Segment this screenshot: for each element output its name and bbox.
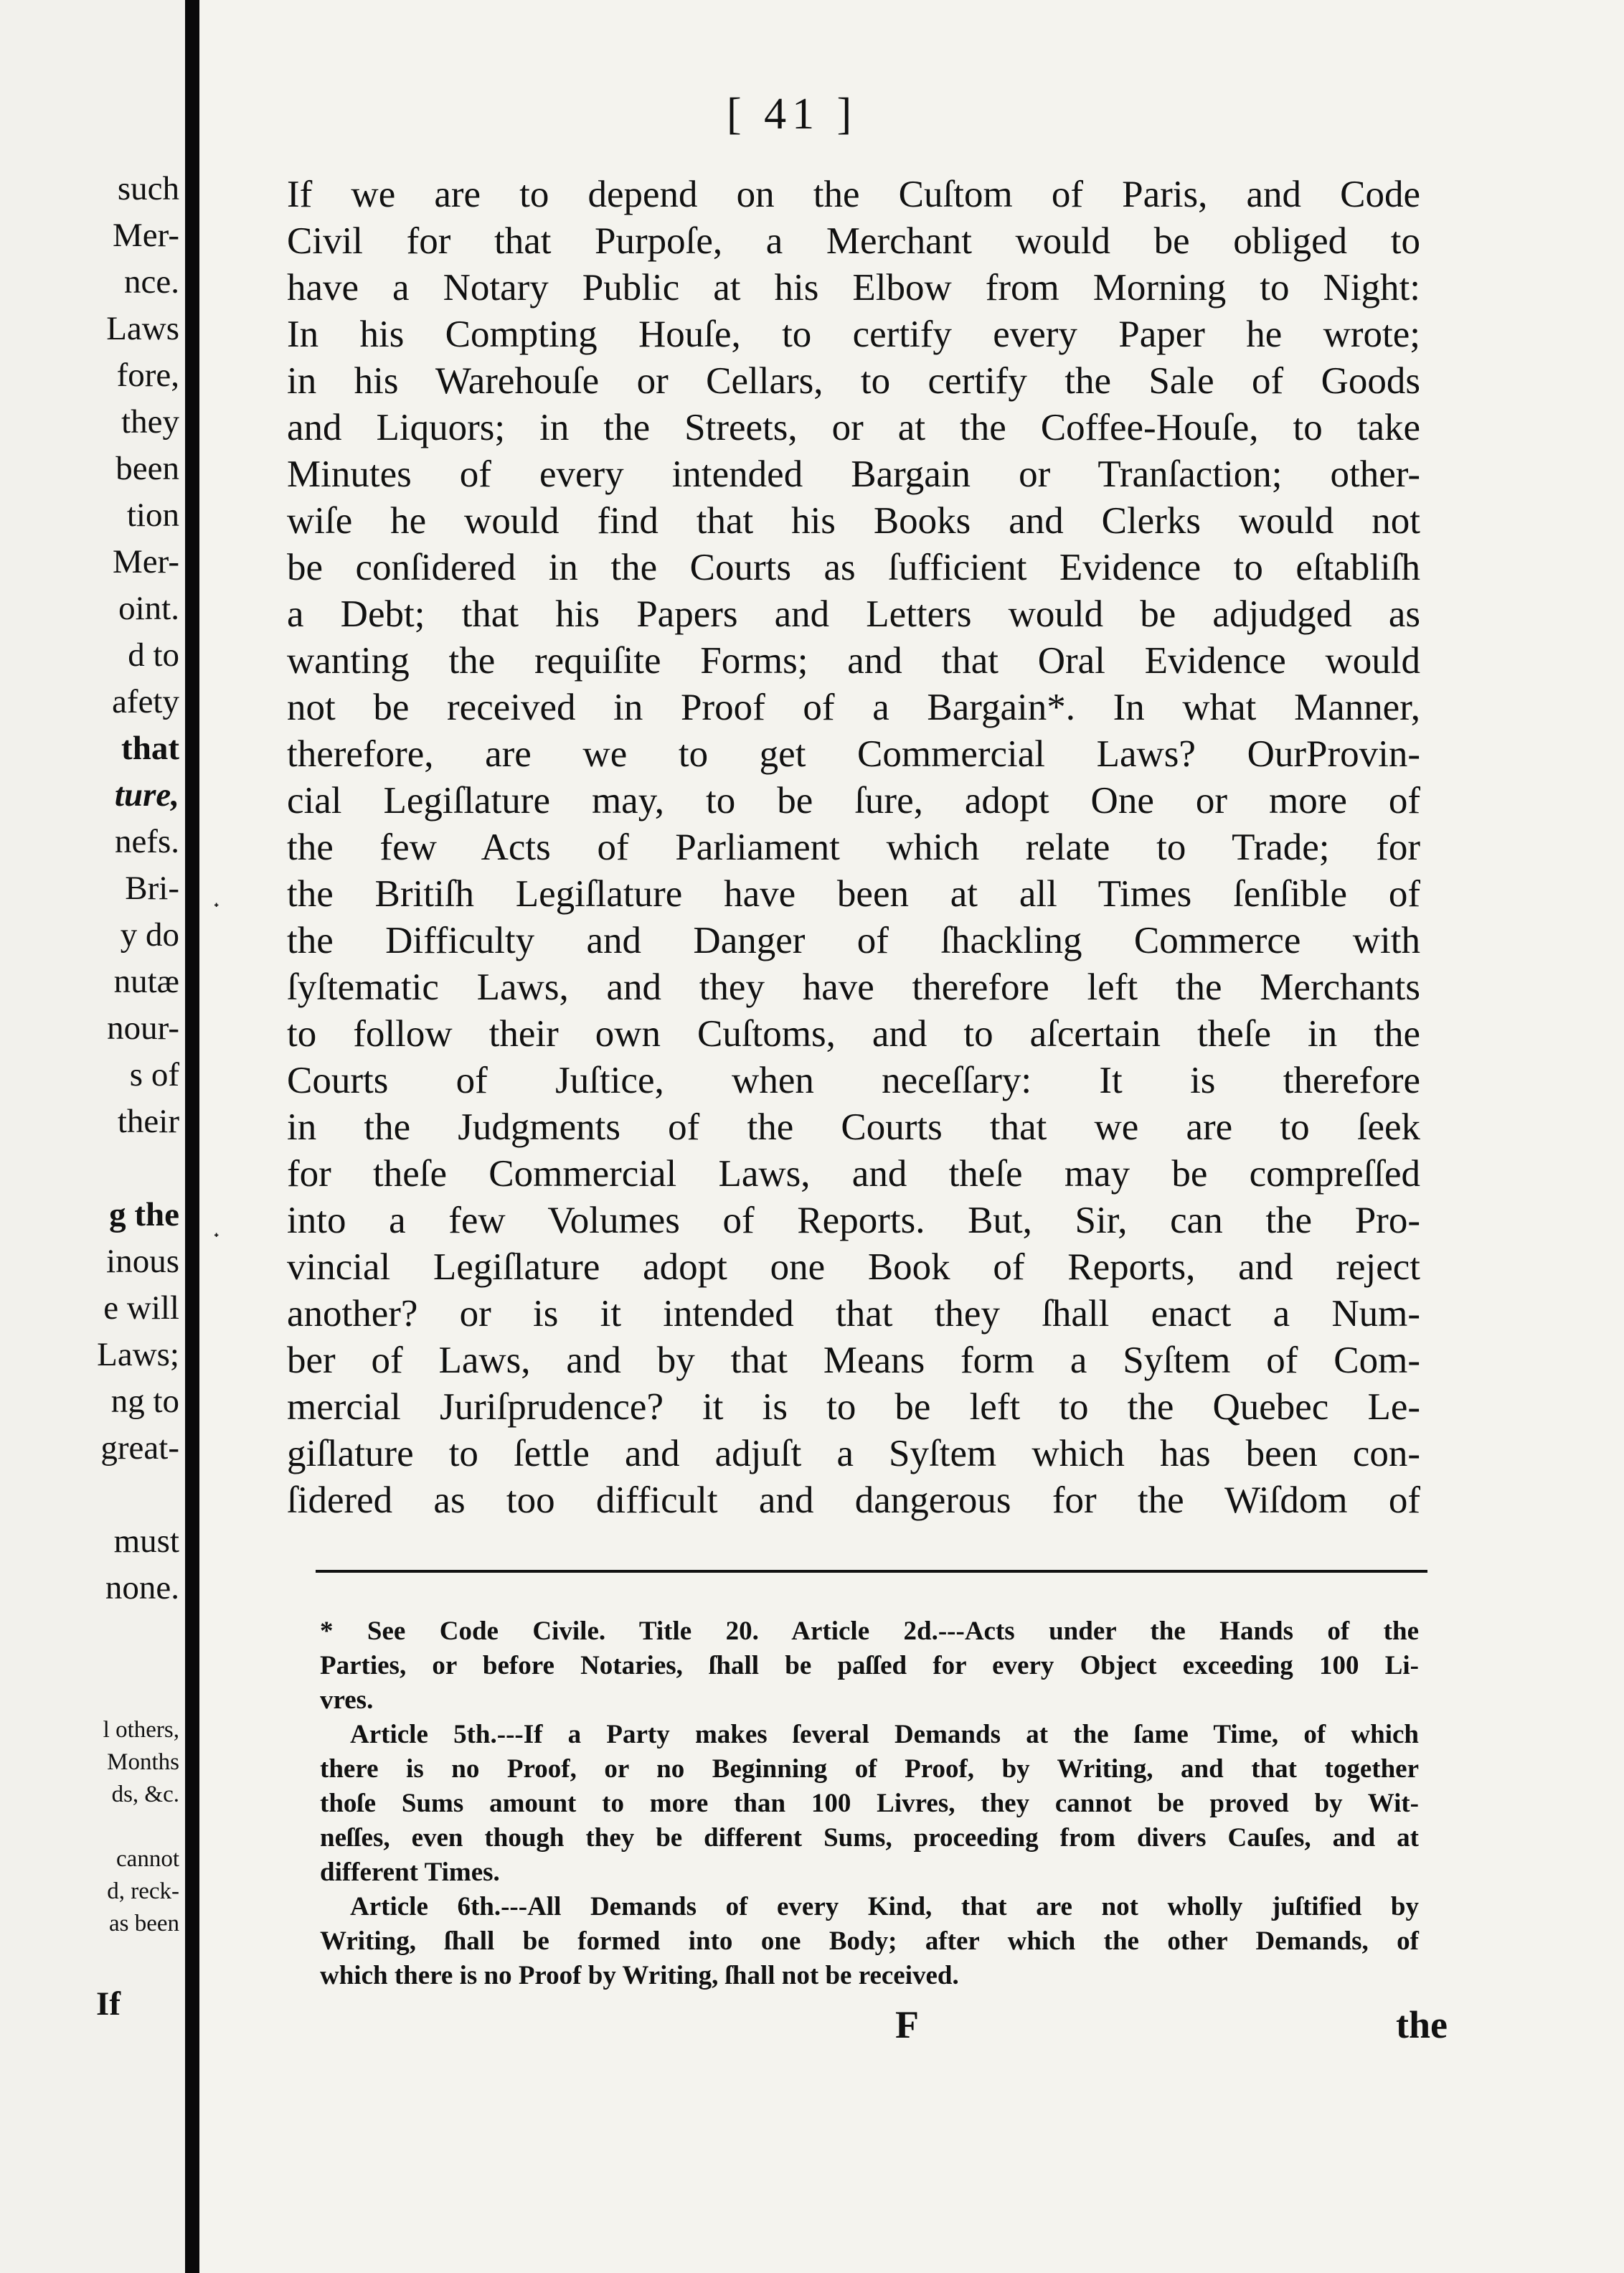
facing-line: nour- [107, 1010, 179, 1047]
footnote-line: Writing, ſhall be formed into one Body; after which the other Demands, of [320, 1926, 1419, 1956]
footnote-line: which there is no Proof by Writing, ſhall not be received. [320, 1961, 959, 1990]
body-line: to follow their own Cuſtoms, and to aſcertain theſe in the [287, 1013, 1420, 1055]
footnote-line: neſſes, even though they be different Sums, proceeding from divers Cauſes, and at [320, 1823, 1419, 1853]
body-line: another? or is it intended that they ſhall enact a Num- [287, 1293, 1420, 1335]
footnote-line: vres. [320, 1685, 374, 1715]
facing-catchword: If [96, 1985, 121, 2023]
facing-line: none. [105, 1569, 179, 1606]
facing-line: s of [129, 1056, 179, 1093]
facing-line: nefs. [114, 823, 179, 860]
body-line: in the Judgments of the Courts that we are to ſeek [287, 1106, 1420, 1148]
body-line: mercial Juriſprudence? it is to be left to the Quebec Le- [287, 1386, 1420, 1428]
facing-line: great- [100, 1429, 179, 1467]
facing-line: their [117, 1103, 179, 1140]
catchword: the [1396, 2003, 1448, 2046]
body-line: therefore, are we to get Commercial Laws? OurProvin- [287, 733, 1420, 775]
footnote-line: different Times. [320, 1858, 500, 1887]
body-line: and Liquors; in the Streets, or at the Coffee-Houſe, to take [287, 407, 1420, 448]
margin-mark-icon: ˖ [212, 1218, 221, 1245]
facing-line: y do [120, 916, 179, 954]
facing-line: nce. [124, 263, 179, 301]
facing-line: nutæ [113, 963, 179, 1000]
facing-line: inous [106, 1243, 179, 1280]
facing-line: been [115, 450, 179, 487]
body-line: the Difficulty and Danger of ſhackling Commerce with [287, 920, 1420, 961]
facing-note-line: ds, &c. [111, 1782, 179, 1807]
facing-line: that [121, 730, 179, 767]
body-line: ſidered as too difficult and dangerous for the Wiſdom of [287, 1479, 1420, 1521]
footnote-line: Parties, or before Notaries, ſhall be paſſed for every Object exceeding 100 Li- [320, 1651, 1419, 1680]
footnote-line: Article 5th.---If a Party makes ſeveral Demands at the ſame Time, of which [350, 1720, 1419, 1749]
facing-line: Laws; [97, 1336, 179, 1373]
body-line: be conſidered in the Courts as ſufficient Evidence to eſtabliſh [287, 547, 1420, 588]
body-line: wanting the requiſite Forms; and that Oral Evidence would [287, 640, 1420, 682]
body-line: Courts of Juſtice, when neceſſary: It is therefore [287, 1060, 1420, 1101]
margin-mark-icon: ˖ [212, 888, 221, 915]
facing-line: Laws [106, 310, 179, 347]
facing-line: g the [109, 1196, 179, 1233]
body-line: In his Compting Houſe, to certify every Paper he wrote; [287, 314, 1420, 355]
facing-note-line: Months [107, 1749, 179, 1775]
body-line: vincial Legiſlature adopt one Book of Reports, and reject [287, 1246, 1420, 1288]
body-line: the few Acts of Parliament which relate to Trade; for [287, 827, 1420, 868]
footnote-line: * See Code Civile. Title 20. Article 2d.---Acts under the Hands of the [320, 1616, 1419, 1646]
footnote-line: there is no Proof, or no Beginning of Proof, by Writing, and that together [320, 1754, 1419, 1784]
body-line: Civil for that Purpoſe, a Merchant would be obliged to [287, 220, 1420, 262]
facing-line: such [117, 170, 179, 207]
footnote-line: Article 6th.---All Demands of every Kind, that are not wholly juſtified by [350, 1892, 1419, 1921]
body-line: ber of Laws, and by that Means form a Syſtem of Com- [287, 1340, 1420, 1381]
facing-line: tion [126, 497, 179, 534]
page-header: [ 41 ] [727, 90, 858, 138]
body-line: into a few Volumes of Reports. But, Sir, can the Pro- [287, 1200, 1420, 1241]
facing-note-line: cannot [116, 1846, 179, 1872]
body-line: not be received in Proof of a Bargain*. In what Manner, [287, 687, 1420, 728]
body-line: for theſe Commercial Laws, and theſe may be compreſſed [287, 1153, 1420, 1195]
facing-line: d to [128, 636, 179, 674]
body-line: wiſe he would find that his Books and Clerks would not [287, 500, 1420, 542]
facing-line: they [121, 403, 179, 441]
page [199, 0, 1624, 2273]
body-line: a Debt; that his Papers and Letters would be adjudged as [287, 593, 1420, 635]
signature-mark: F [895, 2003, 919, 2046]
body-line: the Britiſh Legiſlature have been at all Times ſenſible of [287, 873, 1420, 915]
facing-line: must [113, 1523, 179, 1560]
facing-line: e will [103, 1289, 179, 1327]
facing-line: Mer- [112, 543, 179, 580]
facing-line: oint. [118, 590, 179, 627]
body-line: giſlature to ſettle and adjuſt a Syſtem which has been con- [287, 1433, 1420, 1474]
facing-line: Mer- [112, 217, 179, 254]
body-line: Minutes of every intended Bargain or Tranſaction; other- [287, 453, 1420, 495]
body-line: If we are to depend on the Cuſtom of Paris, and Code [287, 174, 1420, 215]
body-line: in his Warehouſe or Cellars, to certify the Sale of Goods [287, 360, 1420, 402]
body-line: cial Legiſlature may, to be ſure, adopt One or more of [287, 780, 1420, 822]
facing-note-line: l others, [103, 1717, 179, 1743]
footnote-rule [316, 1570, 1427, 1573]
facing-line: fore, [116, 357, 179, 394]
body-line: have a Notary Public at his Elbow from Morning to Night: [287, 267, 1420, 309]
facing-line: Bri- [125, 870, 179, 907]
body-line: ſyſtematic Laws, and they have therefore left the Merchants [287, 966, 1420, 1008]
facing-line: ng to [110, 1383, 179, 1420]
facing-line: ture, [114, 776, 179, 814]
facing-note-line: as been [108, 1911, 179, 1936]
facing-page [0, 0, 185, 2273]
facing-note-line: d, reck- [107, 1878, 179, 1904]
facing-line: afety [112, 683, 179, 720]
footnote-line: thoſe Sums amount to more than 100 Livres, they cannot be proved by Wit- [320, 1789, 1419, 1818]
